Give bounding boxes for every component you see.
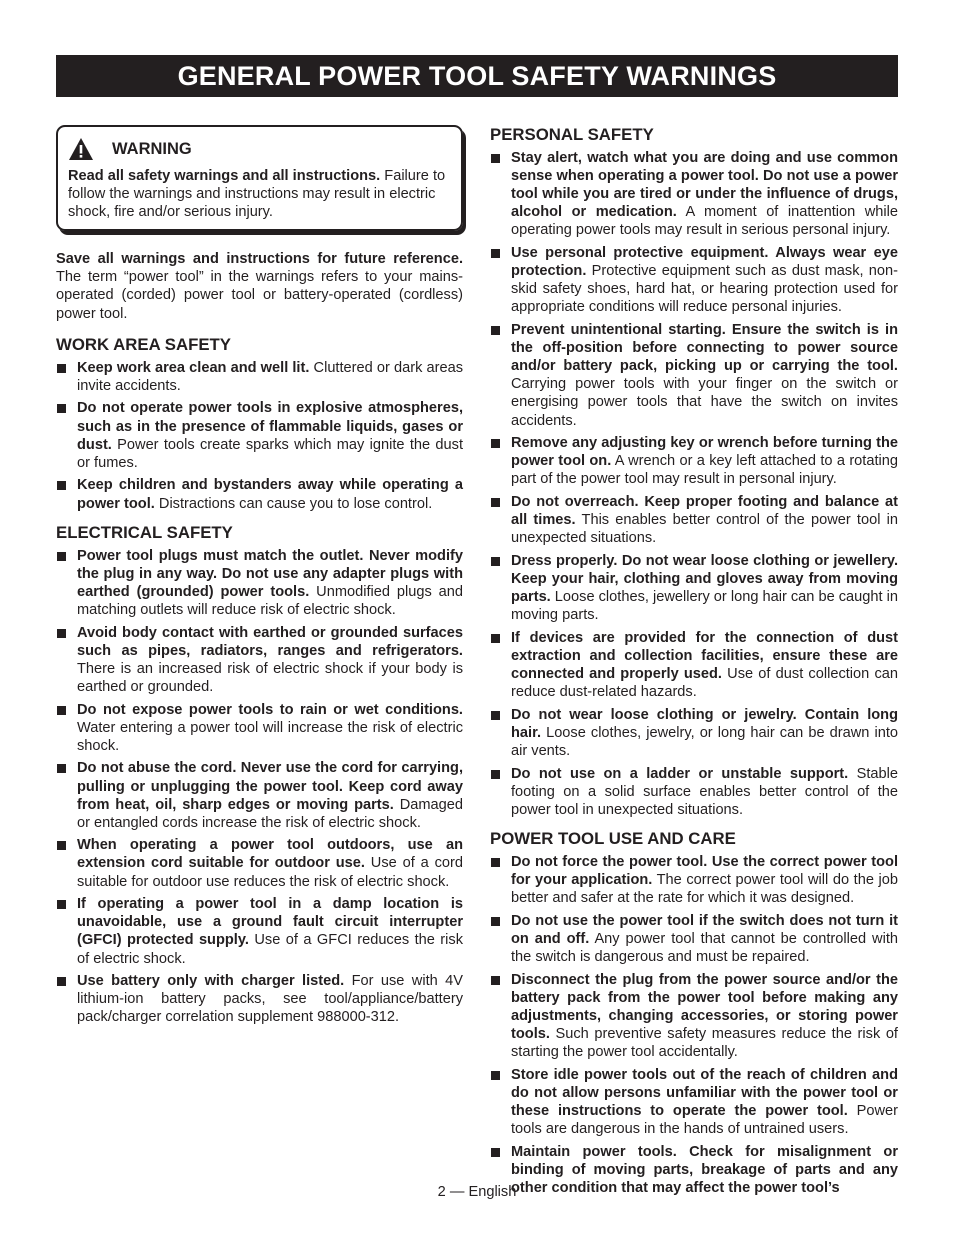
list-item: Do not overreach. Keep proper footing and balance at all times. This enables better control of the power tool in unexpected situations. — [490, 493, 898, 547]
list-item: Avoid body contact with earthed or grounded surfaces such as pipes, radiators, ranges and refrigerators. There is an increased risk of electric shock if your body is earthed or grounded. — [56, 624, 463, 696]
warning-box — [56, 125, 463, 231]
square-bullet-icon — [491, 858, 500, 867]
warning-header — [68, 137, 452, 161]
list-item: Power tool plugs must match the outlet. Never modify the plug in any way. Do not use any adapter plugs with earthed (grounded) power tools. Unmodified plugs and matching outlets will reduce risk of electric shock. — [56, 547, 463, 619]
section-heading: ELECTRICAL SAFETY — [56, 522, 233, 542]
list-item: Do not operate power tools in explosive atmospheres, such as in the presence of flammable liquids, gases or dust. Power tools create sparks which may ignite the dust or fumes. — [56, 399, 463, 471]
square-bullet-icon — [491, 976, 500, 985]
list-item: Do not use on a ladder or unstable support. Stable footing on a solid surface enables better control of the power tool in unexpected situations. — [490, 765, 898, 819]
list-item: Do not use the power tool if the switch does not turn it on and off. Any power tool that cannot be controlled with the switch is dangerous and must be repaired. — [490, 912, 898, 966]
square-bullet-icon — [57, 900, 66, 909]
list-item: Keep children and bystanders away while operating a power tool. Distractions can cause you to lose control. — [56, 476, 463, 512]
square-bullet-icon — [491, 439, 500, 448]
square-bullet-icon — [491, 1071, 500, 1080]
section-heading: POWER TOOL USE AND CARE — [490, 829, 736, 849]
square-bullet-icon — [491, 634, 500, 643]
section-heading: WORK AREA SAFETY — [56, 334, 231, 354]
section-work-area — [56, 335, 463, 513]
list-item: Use battery only with charger listed. For use with 4V lithium-ion battery packs, see tool/appliance/battery pack/charger correlation supplement 988000-312. — [56, 972, 463, 1026]
intro-paragraph: Save all warnings and instructions for future reference. The term “power tool” in the warnings refers to your mains-operated (corded) power tool or battery-operated (cordless) power tool. — [56, 251, 463, 322]
section-electrical — [56, 523, 463, 1027]
square-bullet-icon — [57, 706, 66, 715]
square-bullet-icon — [57, 364, 66, 373]
warning-label: WARNING — [112, 139, 192, 158]
list-item: Do not expose power tools to rain or wet conditions. Water entering a power tool will increase the risk of electric shock. — [56, 701, 463, 755]
list-item: When operating a power tool outdoors, use an extension cord suitable for outdoor use. Use of a cord suitable for outdoor use reduces the risk of electric shock. — [56, 836, 463, 890]
square-bullet-icon — [57, 481, 66, 490]
item-list — [490, 149, 898, 819]
square-bullet-icon — [491, 326, 500, 335]
square-bullet-icon — [491, 557, 500, 566]
page-footer: 2 — English — [437, 1184, 517, 1200]
warning-text: Read all safety warnings and all instructions. Failure to follow the warnings and instructions may result in electric shock, fire and/or serious injury. — [68, 168, 446, 221]
section-personal — [490, 125, 898, 819]
page-title-banner — [56, 55, 898, 97]
list-item: Remove any adjusting key or wrench before turning the power tool on. A wrench or a key left attached to a rotating part of the power tool may result in personal injury. — [490, 434, 898, 488]
list-item: If devices are provided for the connection of dust extraction and collection facilities, ensure these are connected and properly used. Use of dust collection can reduce dust-related hazards. — [490, 629, 898, 701]
list-item: Use personal protective equipment. Always wear eye protection. Protective equipment such as dust mask, non-skid safety shoes, hard hat, or hearing protection used for appropriate conditions will reduce personal injuries. — [490, 244, 898, 316]
list-item: Do not force the power tool. Use the correct power tool for your application. The correct power tool will do the job better and safer at the rate for which it was designed. — [490, 853, 898, 907]
list-item: Maintain power tools. Check for misalignment or binding of moving parts, breakage of parts and any other condition that may affect the power tool’s — [490, 1143, 898, 1197]
list-item: Store idle power tools out of the reach of children and do not allow persons unfamiliar with the power tool or these instructions to operate the power tool. Power tools are dangerous in the hands of untrained users. — [490, 1066, 898, 1138]
left-column — [56, 125, 463, 1037]
section-tool-use — [490, 829, 898, 1197]
item-list — [56, 359, 463, 513]
list-item: Do not wear loose clothing or jewelry. Contain long hair. Loose clothes, jewelry, or long hair can be drawn into air vents. — [490, 706, 898, 760]
right-column — [490, 125, 898, 1207]
list-item: Dress properly. Do not wear loose clothing or jewellery. Keep your hair, clothing and gloves away from moving parts. Loose clothes, jewellery or long hair can be caught in moving parts. — [490, 552, 898, 624]
square-bullet-icon — [57, 841, 66, 850]
square-bullet-icon — [491, 249, 500, 258]
square-bullet-icon — [491, 711, 500, 720]
list-item: Prevent unintentional starting. Ensure the switch is in the off-position before connecting to power source and/or battery pack, picking up or carrying the tool. Carrying power tools with your finger on the switch or energising power tools that have the switch on invites accidents. — [490, 321, 898, 430]
section-heading: PERSONAL SAFETY — [490, 125, 654, 144]
square-bullet-icon — [57, 404, 66, 413]
square-bullet-icon — [57, 764, 66, 773]
square-bullet-icon — [491, 917, 500, 926]
square-bullet-icon — [491, 1148, 500, 1157]
square-bullet-icon — [57, 552, 66, 561]
square-bullet-icon — [57, 977, 66, 986]
square-bullet-icon — [57, 629, 66, 638]
item-list — [490, 853, 898, 1197]
list-item: If operating a power tool in a damp location is unavoidable, use a ground fault circuit interrupter (GFCI) protected supply. Use of a GFCI reduces the risk of electric shock. — [56, 895, 463, 967]
list-item: Keep work area clean and well lit. Cluttered or dark areas invite accidents. — [56, 359, 463, 395]
square-bullet-icon — [491, 154, 500, 163]
item-list — [56, 547, 463, 1027]
square-bullet-icon — [491, 770, 500, 779]
square-bullet-icon — [491, 498, 500, 507]
page-title: GENERAL POWER TOOL SAFETY WARNINGS — [177, 60, 777, 91]
list-item: Stay alert, watch what you are doing and use common sense when operating a power tool. Do not use a power tool while you are tired or under the influence of drugs, alcohol or medication. A moment of inattention while operating power tools may result in serious personal injury. — [490, 149, 898, 239]
warning-triangle-icon — [68, 137, 94, 161]
list-item: Do not abuse the cord. Never use the cord for carrying, pulling or unplugging the power tool. Keep cord away from heat, oil, sharp edges or moving parts. Damaged or entangled cords increase the risk of electric shock. — [56, 759, 463, 831]
list-item: Disconnect the plug from the power source and/or the battery pack from the power tool before making any adjustments, changing accessories, or storing power tools. Such preventive safety measures reduce the risk of starting the power tool accidentally. — [490, 971, 898, 1061]
